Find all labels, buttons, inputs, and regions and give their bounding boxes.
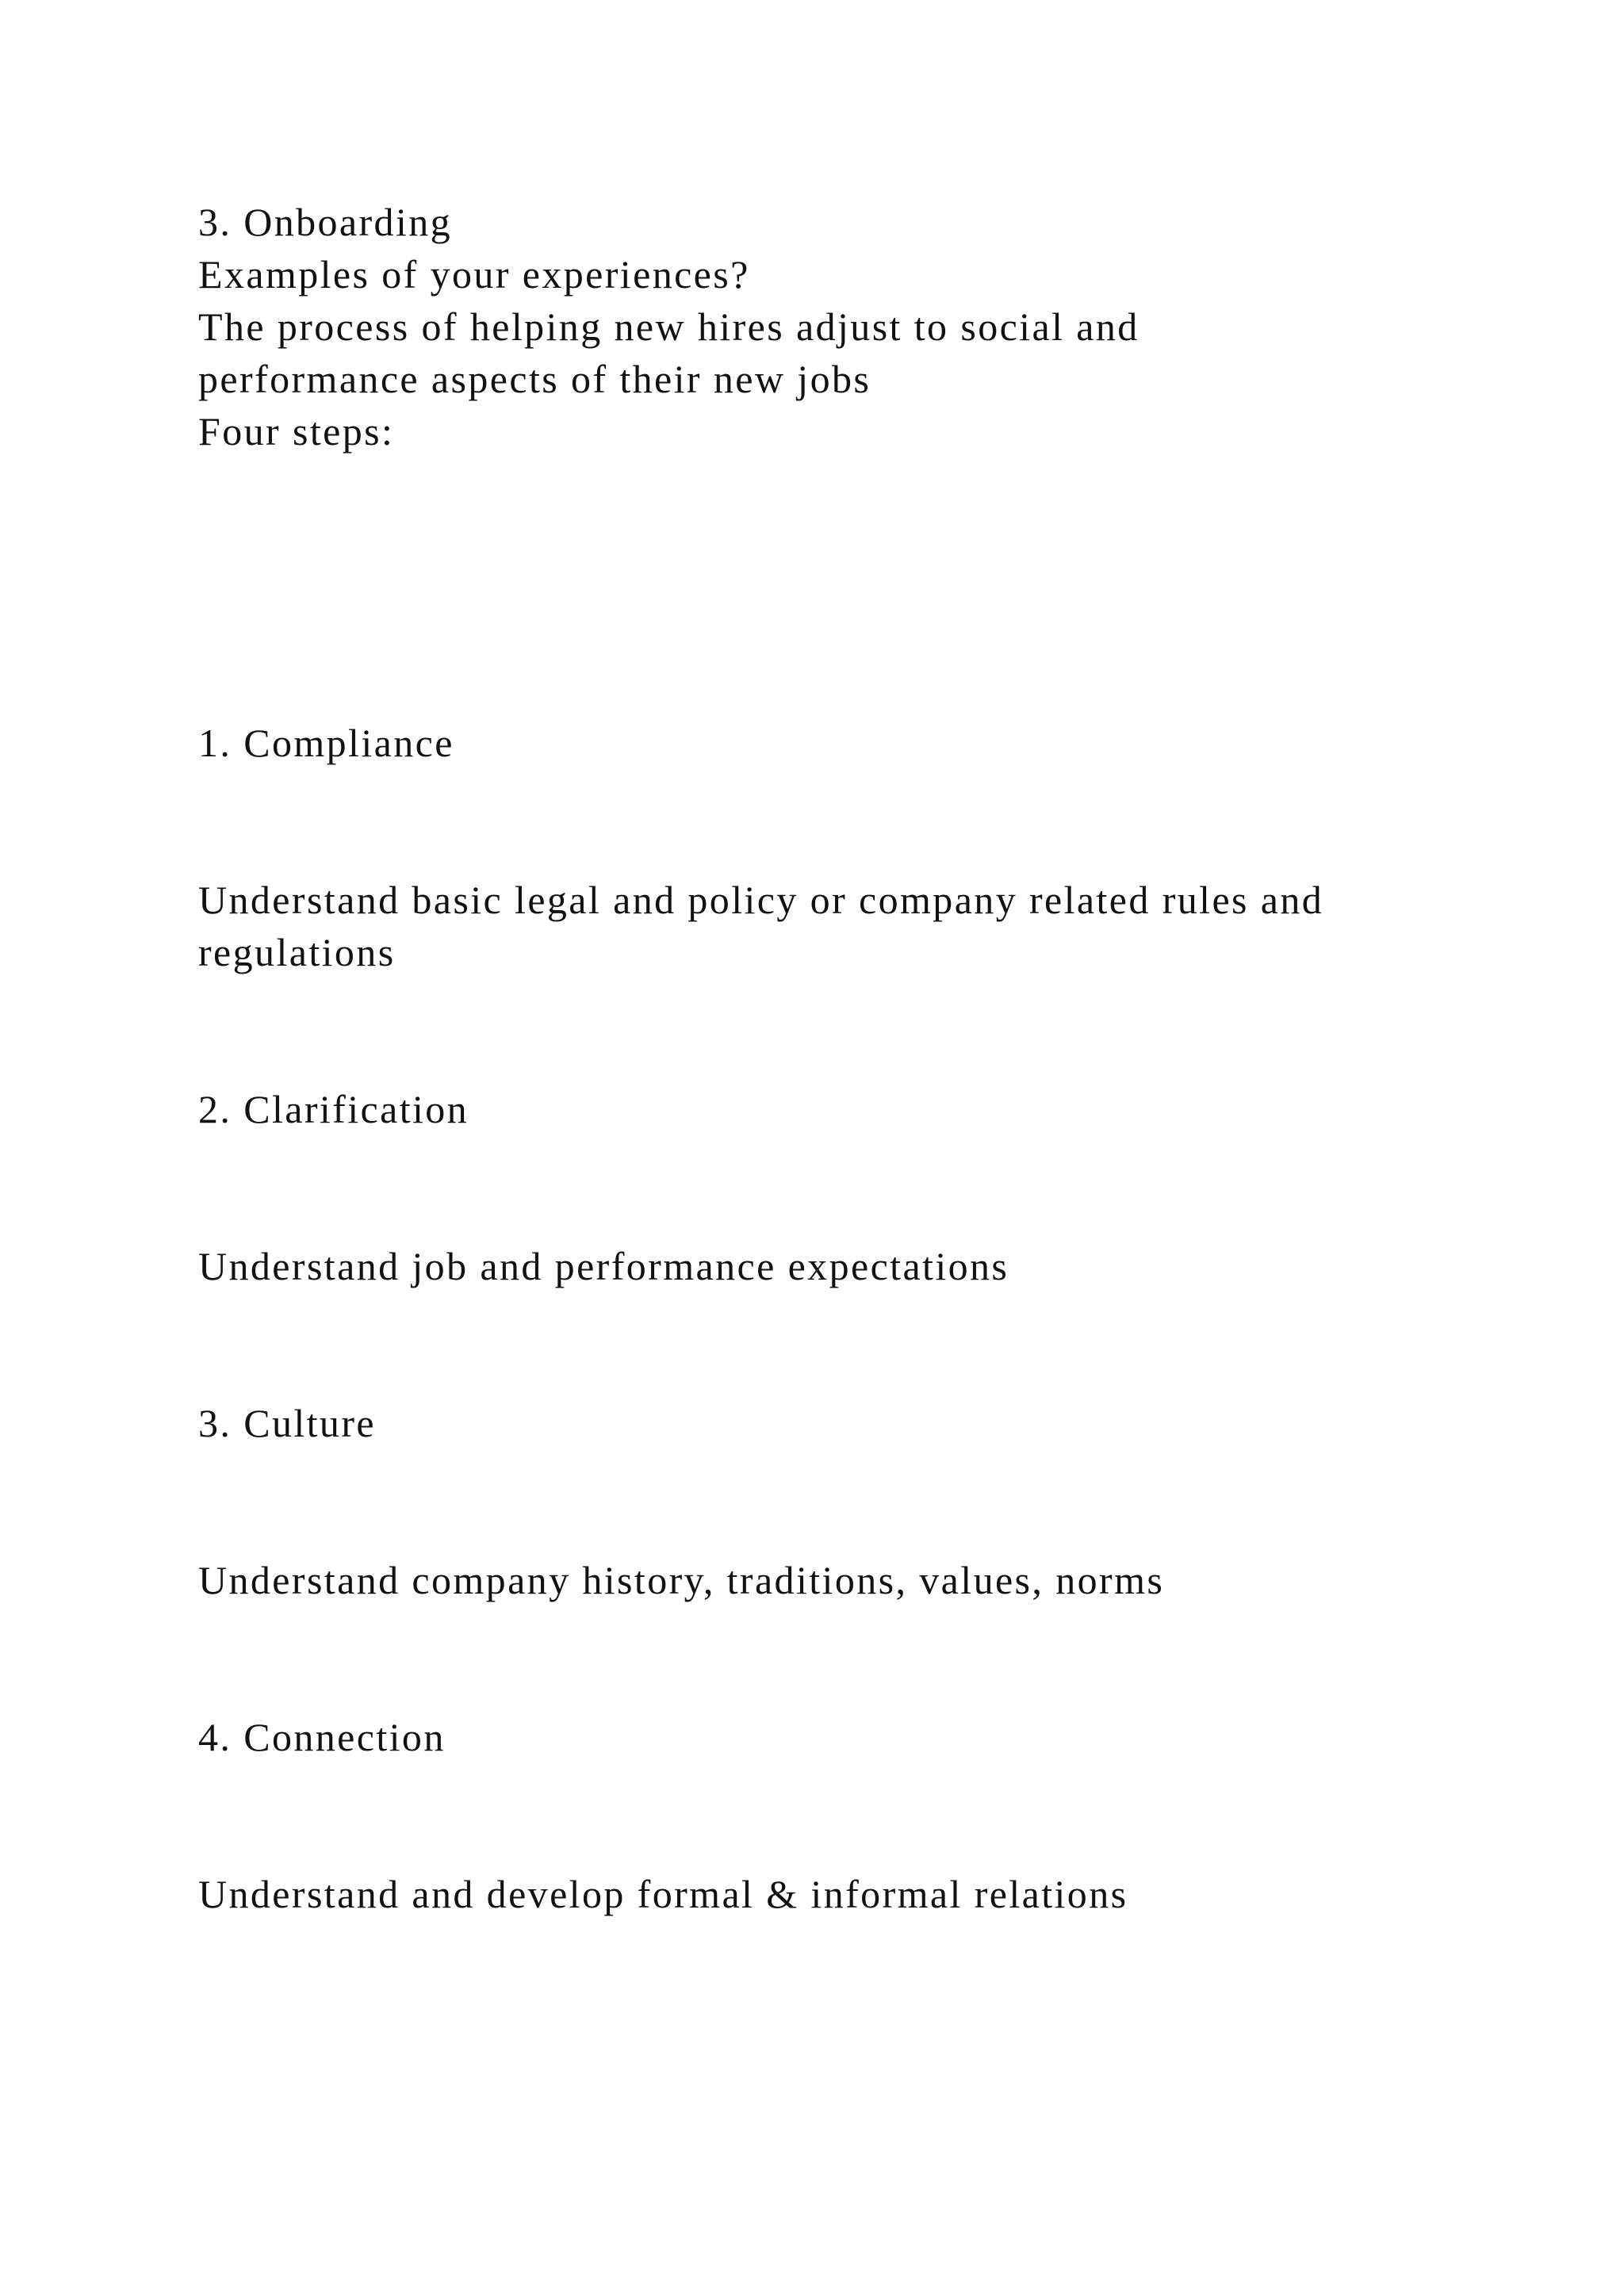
step-description-clarification: Understand job and performance expectations: [198, 1244, 1009, 1288]
step-description-connection: Understand and develop formal & informal relations: [198, 1872, 1128, 1916]
steps-intro: Four steps:: [198, 409, 395, 453]
step-title-culture: 3. Culture: [198, 1401, 376, 1445]
section-heading: 3. Onboarding: [198, 200, 453, 244]
step-title-compliance: 1. Compliance: [198, 721, 454, 765]
step-title-connection: 4. Connection: [198, 1715, 446, 1759]
definition-line-2: performance aspects of their new jobs: [198, 357, 871, 401]
step-title-clarification: 2. Clarification: [198, 1087, 469, 1131]
question-text: Examples of your experiences?: [198, 252, 750, 297]
step-description-compliance-line-1: Understand basic legal and policy or company related rules and: [198, 878, 1324, 922]
definition-line-1: The process of helping new hires adjust to social and: [198, 304, 1139, 349]
step-description-culture: Understand company history, traditions, values, norms: [198, 1558, 1165, 1602]
step-description-compliance-line-2: regulations: [198, 930, 396, 974]
